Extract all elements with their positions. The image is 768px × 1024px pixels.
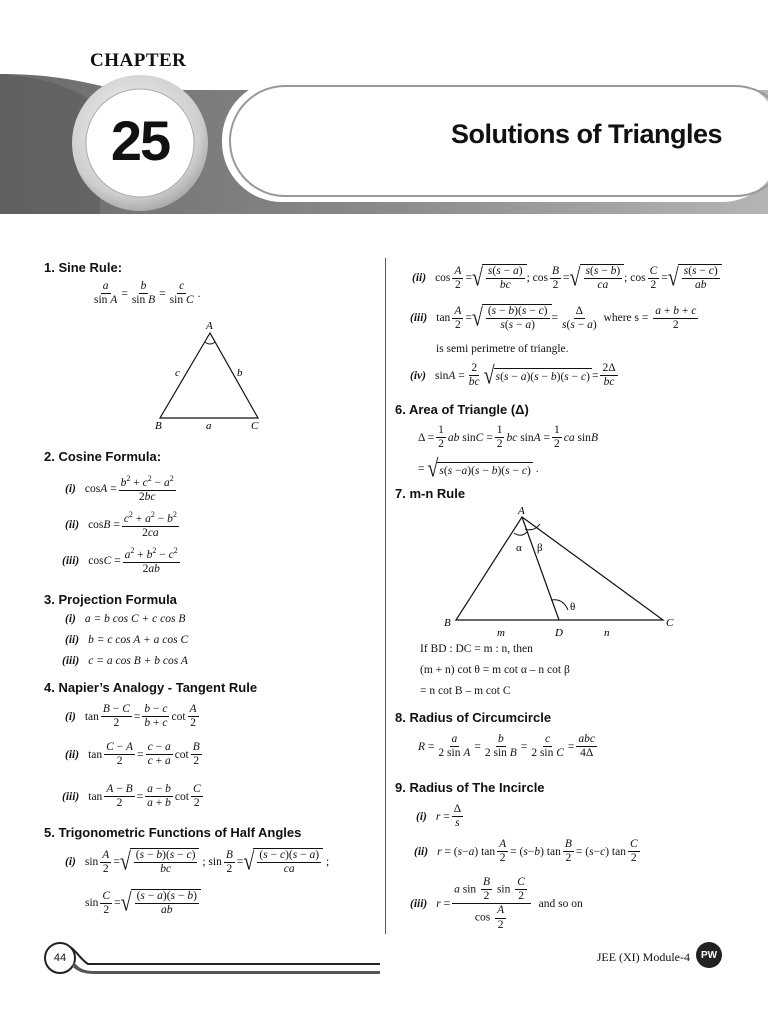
section-projection-formula-title: 3. Projection Formula [44,592,177,607]
column-divider [385,258,386,934]
chapter-title: Solutions of Triangles [450,119,722,149]
fig1-vertex-a: A [206,320,213,332]
inradius-iii: (iii) r = a sin $\frac{B}{2}$ sin $\frac{C}{2}$ cos $\frac{A}{2}$ and so on [410,876,583,931]
half-angle-cos-ii: (ii) cos A 2 = √ $\frac{s(s - a)}{bc}$ ; cos B 2 = √ $\frac{s(s - b)}{ca}$ ; cos C 2 = √ $\frac{s(s - c)}{ab}$ [412,264,722,292]
triangle-abc-figure [145,315,275,435]
fig1-side-a: a [206,420,212,432]
napier-i: (i) tan B − C 2 = b − c b + c cot A 2 [65,703,197,730]
chapter-number: 25 [110,109,170,172]
cosine-formula-i: (i) cos A = $b^2 + c^2 - a^2$ 2bc [65,474,174,504]
half-angle-sin-iv: (iv) sin A = 2 bc √ s(s − a)(s − b)(s − c) = 2Δ bc [410,361,616,390]
cosine-formula-iii: (iii) cos C = $a^2 + b^2 - c^2$ 2ab [62,546,178,576]
mn-rule-if: If BD : DC = m : n, then [420,643,533,655]
where-s-text: where s = [603,312,649,325]
section-area-title: 6. Area of Triangle (Δ) [395,402,529,417]
svg-text:A: A [518,505,525,517]
half-angle-tan-iii: (iii) tan A 2 = √ $\frac{(s - b)(s - c)}{s(s - a)}$ = Δ s(s − a) where s = $\frac{a + b + c}{2}$ [410,304,697,332]
svg-text:n: n [604,627,610,639]
and-so-on-text: and so on [538,897,583,910]
fig1-side-b: b [237,367,243,379]
roman-i: (i) [65,483,76,496]
svg-text:β: β [537,542,543,554]
section-incircle-title: 9. Radius of The Incircle [395,780,545,795]
projection-ii: (ii) b = c cos A + a cos C [65,634,189,646]
area-formula-line1: Δ = 1 2 ab sin C = 1 2 bc sin A = 1 2 ca sin B [418,424,598,451]
cosine-formula-ii: (ii) cos B = $c^2 + a^2 - b^2$ 2ca [65,510,177,540]
footer-page-tab [40,940,380,976]
footer-module-label: JEE (XI) Module-4 [596,950,690,964]
area-formula-heron: = √ s(s −a)(s − b)(s − c) . [418,455,539,483]
section-napier-analogy-title: 4. Napier’s Analogy - Tangent Rule [44,680,258,695]
svg-text:D: D [555,627,563,639]
half-angle-sine-i: (i) sin A 2 = √ $\frac{(s - b)(s - c)}{bc}$ ; sin B 2 = √ $\frac{(s - c)(s - a)}{ca}$ ; [65,848,330,876]
inradius-i: (i) r = Δ s [416,803,462,830]
page-number: 44 [53,952,67,964]
section-cosine-formula-title: 2. Cosine Formula: [44,449,162,464]
fig1-vertex-c: C [251,420,259,432]
roman-iii: (iii) [62,555,80,568]
roman-ii: (ii) [65,519,80,532]
mn-rule-triangle-figure [438,502,678,642]
sine-rule-formula: a sin A = b sin B = c sin C . [94,280,201,307]
pw-logo: PW [696,942,722,968]
svg-text:θ: θ [570,601,576,613]
chapter-label: CHAPTER [90,50,187,71]
projection-iii: (iii) c = a cos B + b cos A [62,655,188,667]
circumradius-formula: R = a 2 sin A = b 2 sin B = c 2 sin C = abc 4Δ [418,733,596,760]
svg-text:α: α [516,542,522,554]
svg-text:B: B [444,617,451,629]
svg-text:m: m [497,627,505,639]
mn-rule-line1: (m + n) cot θ = m cot α – n cot β [420,664,570,676]
napier-ii: (ii) tan C − A 2 = c − a c + a cot B 2 [65,741,200,768]
svg-text:C: C [666,617,674,629]
projection-i: (i) a = b cos C + c cos B [65,613,186,625]
section-half-angles-title: 5. Trigonometric Functions of Half Angles [44,825,302,840]
section-mn-rule-title: 7. m-n Rule [395,486,466,501]
half-angle-sine-c: sin C 2 = √ $\frac{(s - a)(s - b)}{ab}$ [85,889,201,917]
mn-rule-line2: = n cot B – m cot C [420,685,511,697]
section-circumcircle-title: 8. Radius of Circumcircle [395,710,552,725]
fig1-side-c: c [175,367,180,379]
napier-iii: (iii) tan A − B 2 = a − b a + b cot C 2 [62,783,201,810]
inradius-ii: (ii) r = ( s − a ) tan A 2 = ( s − b ) tan B 2 = ( s − c ) tan C 2 [414,838,638,865]
semi-perimeter-note: is semi perimetre of triangle. [436,343,569,355]
section-sine-rule-title: 1. Sine Rule: [44,260,123,275]
fig1-vertex-b: B [155,420,162,432]
